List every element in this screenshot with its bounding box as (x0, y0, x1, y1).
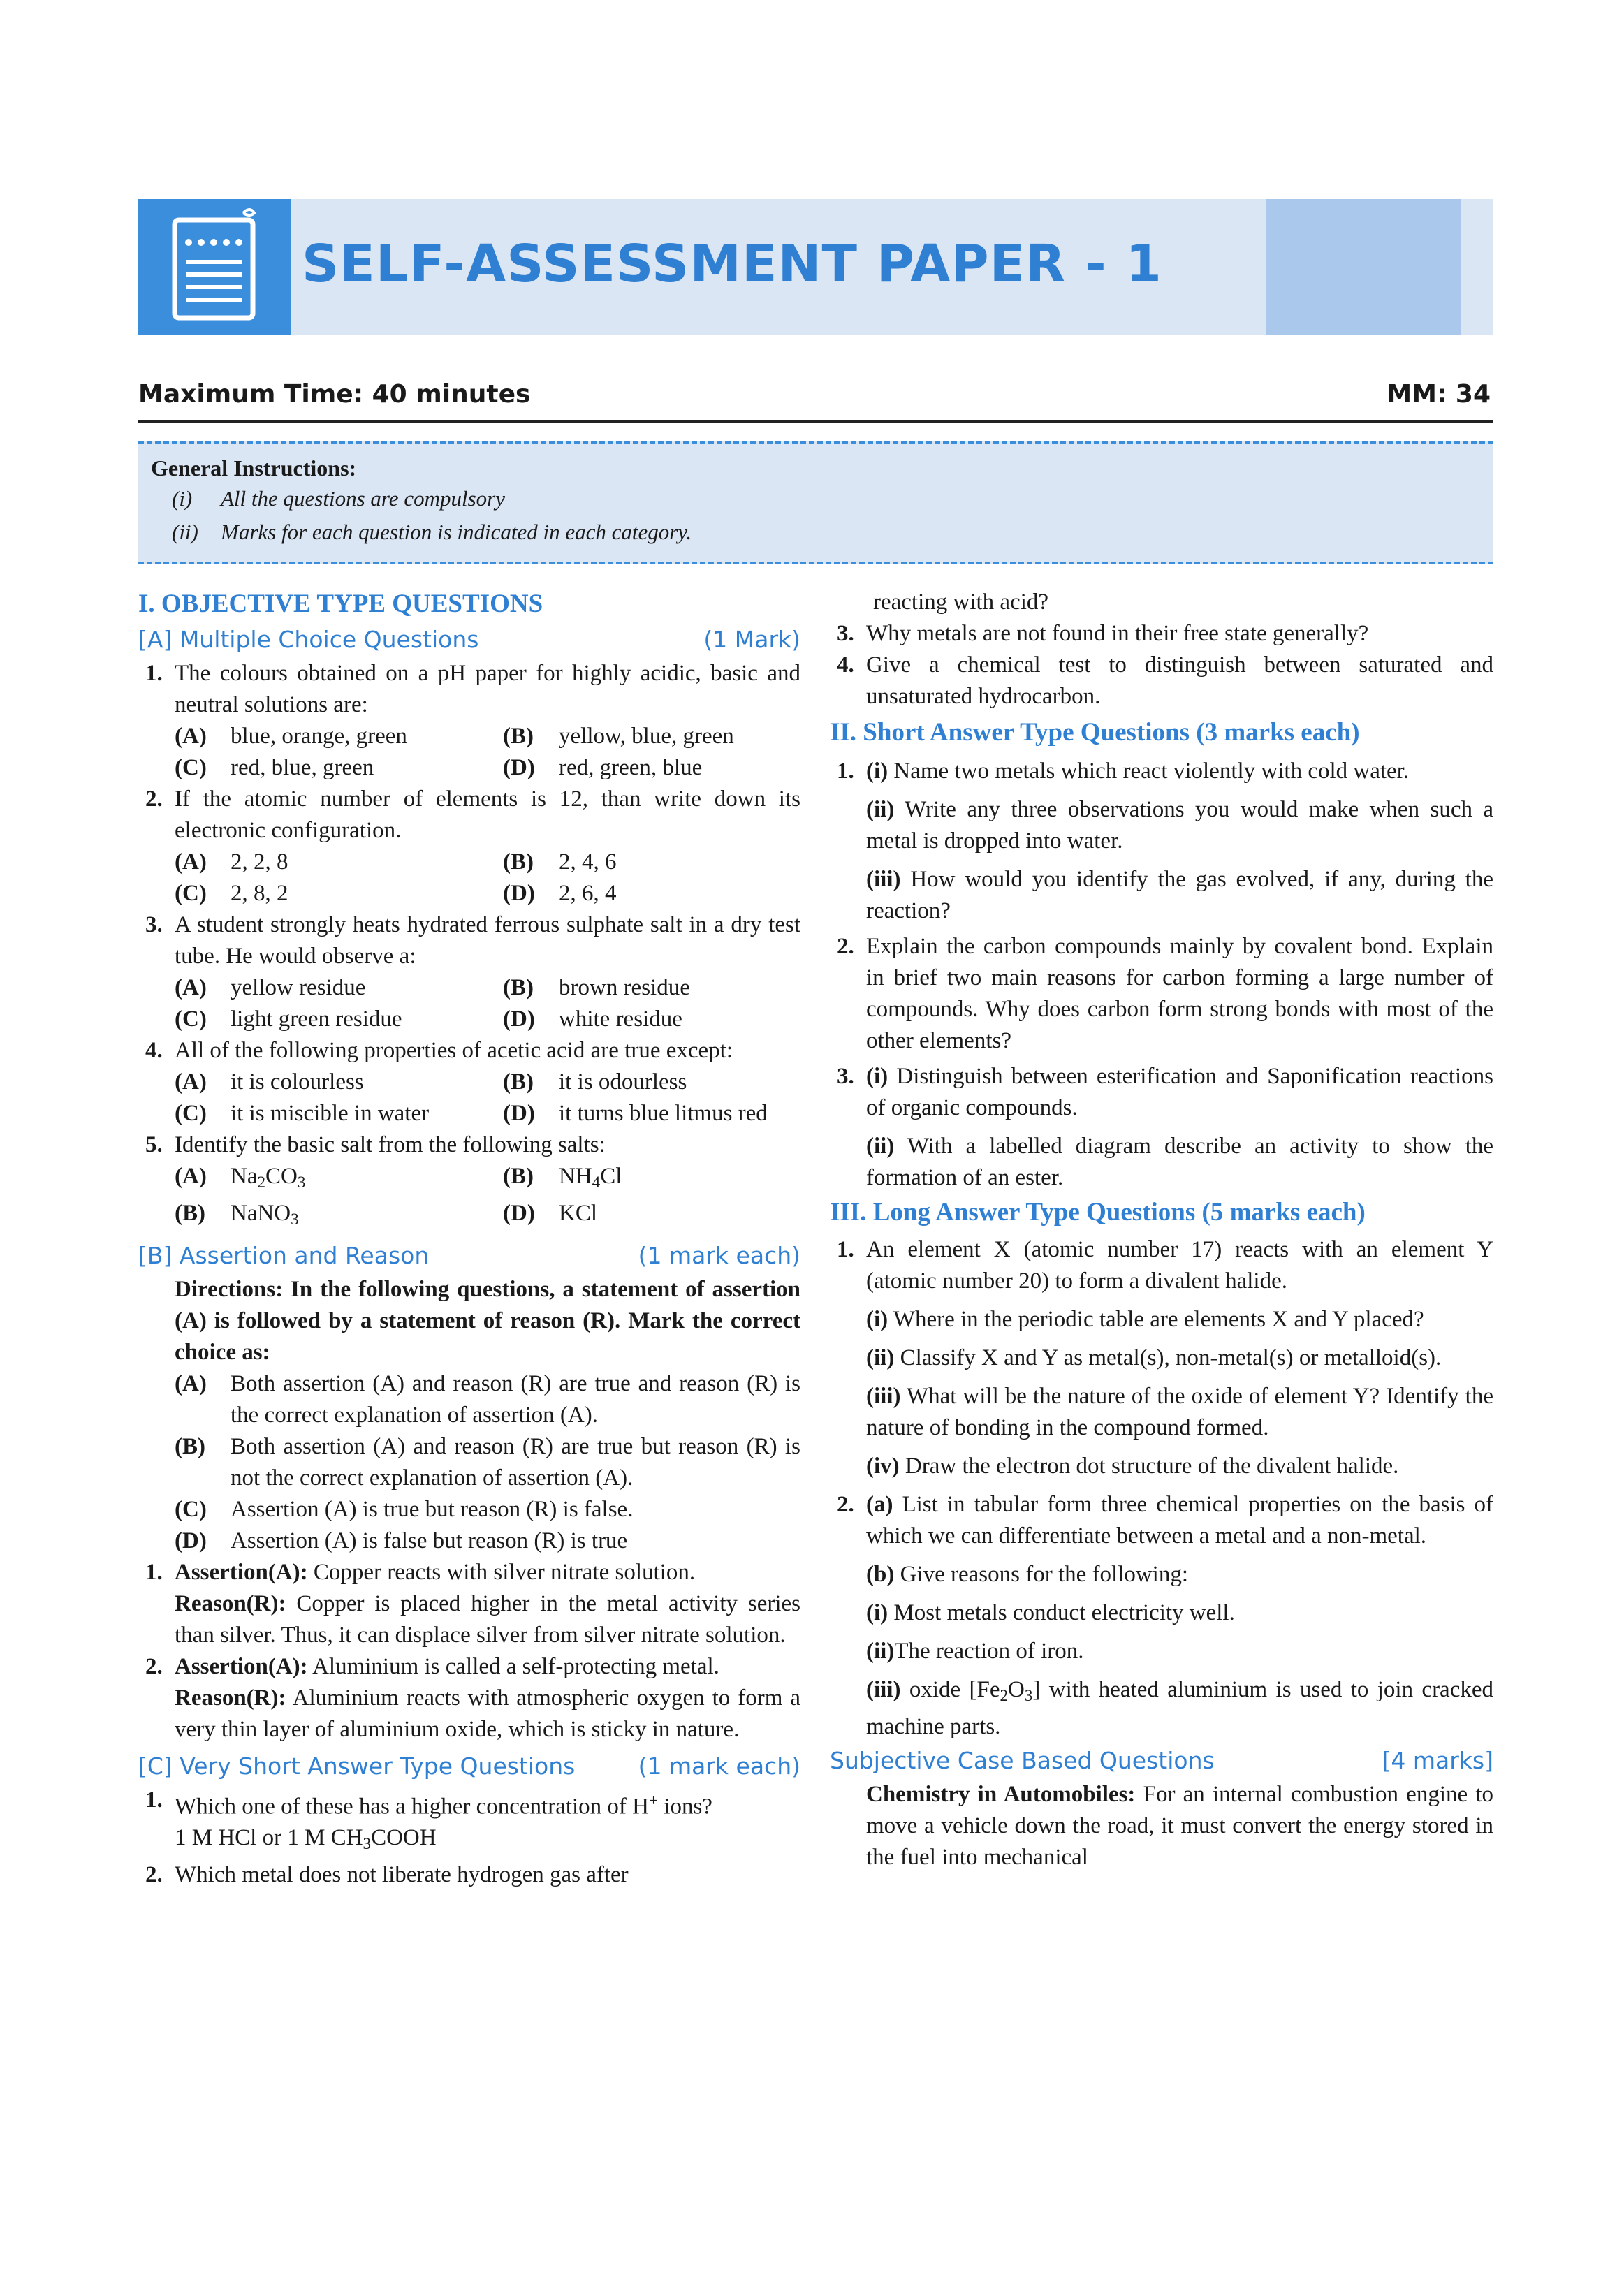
assertion-question: 2. Assertion(A): Aluminium is called a self-protecting metal. (145, 1653, 719, 1679)
assertion-question: 1. Assertion(A): Copper reacts with silver nitrate solution. (145, 1559, 696, 1585)
short-answer-title: II. Short Answer Type Questions (3 marks each) (830, 718, 1360, 747)
instruction-item: (ii) Marks for each question is indicated in each category. (172, 520, 692, 544)
assertion-choice: (D) Assertion (A) is false but reason (R) is true (175, 1528, 628, 1553)
notepad-icon (138, 199, 291, 335)
mcq-question: 5. Identify the basic salt from the following salts: (145, 1132, 606, 1157)
instructions-title: General Instructions: (151, 455, 357, 481)
case-heading: Subjective Case Based Questions [4 marks] (830, 1746, 1493, 1774)
la-question: 2. (a) List in tabular form three chemical properties on the basis of which we can differentiate between a metal and a non-metal. (837, 1492, 1494, 1549)
case-passage: Chemistry in Automobiles: For an internal combustion engine to move a vehicle down the road, it must convert the energy stored in the fuel into mechanical (866, 1781, 1494, 1870)
sa-part: (iii) How would you identify the gas evolved, if any, during the reaction? (866, 867, 1494, 923)
page-title: SELF-ASSESSMENT PAPER - 1 (302, 234, 1162, 294)
la-part: (ii) Classify X and Y as metal(s), non-metal(s) or metalloid(s). (866, 1345, 1442, 1370)
general-instructions (138, 441, 1493, 564)
sa-part: (ii) Write any three observations you would make when such a metal is dropped into water. (866, 797, 1494, 854)
reason-text: Reason(R): Aluminium reacts with atmospheric oxygen to form a very thin layer of aluminium oxide, which is sticky in nature. (175, 1685, 800, 1742)
instruction-item: (i) All the questions are compulsory (172, 486, 505, 511)
la-question: 1. An element X (atomic number 17) reacts with an element Y (atomic number 20) to form a divalent halide. (837, 1237, 1493, 1294)
la-part: (b) Give reasons for the following: (866, 1562, 1188, 1587)
mcq-question: 1. The colours obtained on a pH paper for highly acidic, basic and neutral solutions are: (145, 661, 800, 717)
mcq-options: (A) blue, orange, green (B) yellow, blue, green (C) red, blue, green (D) red, green, blue (175, 724, 734, 780)
left-column (138, 587, 800, 1891)
la-part: (i) Most metals conduct electricity well. (866, 1600, 1235, 1625)
mcq-options: (A) $Na_2CO_3$ (B) $NH_4Cl$ (B) NaNO$_3$ (D) KCl (175, 1164, 622, 1228)
vsa-choices: 1 M HCl or 1 M $CH_3COOH$ (175, 1825, 437, 1852)
mcq-options: (A) yellow residue (B) brown residue (C) light green residue (D) white residue (175, 975, 690, 1032)
sa-question: 3. (i) Distinguish between esterification and Saponification reactions of organic compounds. (837, 1064, 1493, 1120)
la-part: (iii) oxide $[Fe_2O_3]$ with heated aluminium is used to join cracked machine parts. (866, 1677, 1493, 1739)
mcq-options: (A) 2, 2, 8 (B) 2, 4, 6 (C) 2, 8, 2 (D) 2, 6, 4 (175, 849, 617, 906)
objective-section-title: I. OBJECTIVE TYPE QUESTIONS (138, 590, 543, 618)
la-part: (i) Where in the periodic table are elements X and Y placed? (866, 1307, 1424, 1332)
long-answer-title: III. Long Answer Type Questions (5 marks each) (830, 1198, 1366, 1227)
reason-text: Reason(R): Copper is placed higher in the metal activity series than silver. Thus, it can displace silver from silver nitrate solution. (175, 1590, 800, 1648)
formula-na2co3: $Na_2CO_3$ (231, 1164, 306, 1191)
assertion-directions: Directions: In the following questions, a statement of assertion (A) is followed by a statement of reason (R). Mark the correct choice as: (175, 1276, 800, 1365)
vsa-question: 3. Why metals are not found in their free state generally? (837, 621, 1369, 646)
vsa-question: 1. Which one of these has a higher concentration of H+ ions? (145, 1787, 712, 1820)
assertion-choice: (C) Assertion (A) is true but reason (R) is false. (175, 1496, 634, 1522)
banner-accent-block (1266, 199, 1461, 335)
mcq-heading: [A] Multiple Choice Questions (1 Mark) (138, 626, 800, 653)
max-marks: MM: 34 (1387, 380, 1491, 409)
right-column (830, 587, 1493, 1873)
la-part: (iii) What will be the nature of the oxide of element Y? Identify the nature of bonding in the compound formed. (866, 1384, 1493, 1440)
la-part: (iv) Draw the electron dot structure of the divalent halide. (866, 1454, 1399, 1479)
formula-nano3: NaNO$_3$ (231, 1200, 299, 1228)
mcq-options: (A) it is colourless (B) it is odourless (C) it is miscible in water (D) it turns blue litmus red (175, 1069, 768, 1126)
sa-question: 1. (i) Name two metals which react violently with cold water. (837, 759, 1410, 784)
formula-nh4cl: $NH_4Cl$ (559, 1164, 622, 1191)
exam-meta-row (138, 377, 1493, 423)
la-part: (ii)The reaction of iron. (866, 1639, 1084, 1664)
mcq-question: 4. All of the following properties of acetic acid are true except: (145, 1038, 733, 1063)
max-time: Maximum Time: 40 minutes (138, 380, 531, 409)
vsa-question-continued: reacting with acid? (873, 590, 1049, 615)
assertion-choice: (A) Both assertion (A) and reason (R) are true and reason (R) is the correct explanation of assertion (A). (175, 1370, 800, 1428)
vsa-question: 2. Which metal does not liberate hydrogen gas after (145, 1861, 629, 1887)
assertion-heading: [B] Assertion and Reason (1 mark each) (138, 1241, 800, 1269)
sa-question: 2. Explain the carbon compounds mainly by covalent bond. Explain in brief two main reasons for carbon forming a large number of compounds. Why does carbon form strong bonds with most of the other elements? (837, 934, 1493, 1053)
mcq-question: 2. If the atomic number of elements is 12, than write down its electronic configuration. (145, 786, 800, 843)
vsa-heading: [C] Very Short Answer Type Questions (1 mark each) (138, 1752, 800, 1780)
mcq-question: 3. A student strongly heats hydrated ferrous sulphate salt in a dry test tube. He would observe a: (145, 912, 800, 969)
sa-part: (ii) With a labelled diagram describe an activity to show the formation of an ester. (866, 1134, 1494, 1190)
notepad-icon-box (138, 199, 291, 335)
vsa-question: 4. Give a chemical test to distinguish between saturated and unsaturated hydrocarbon. (837, 652, 1493, 709)
assertion-choice: (B) Both assertion (A) and reason (R) are true but reason (R) is not the correct explanation of assertion (A). (175, 1433, 800, 1491)
